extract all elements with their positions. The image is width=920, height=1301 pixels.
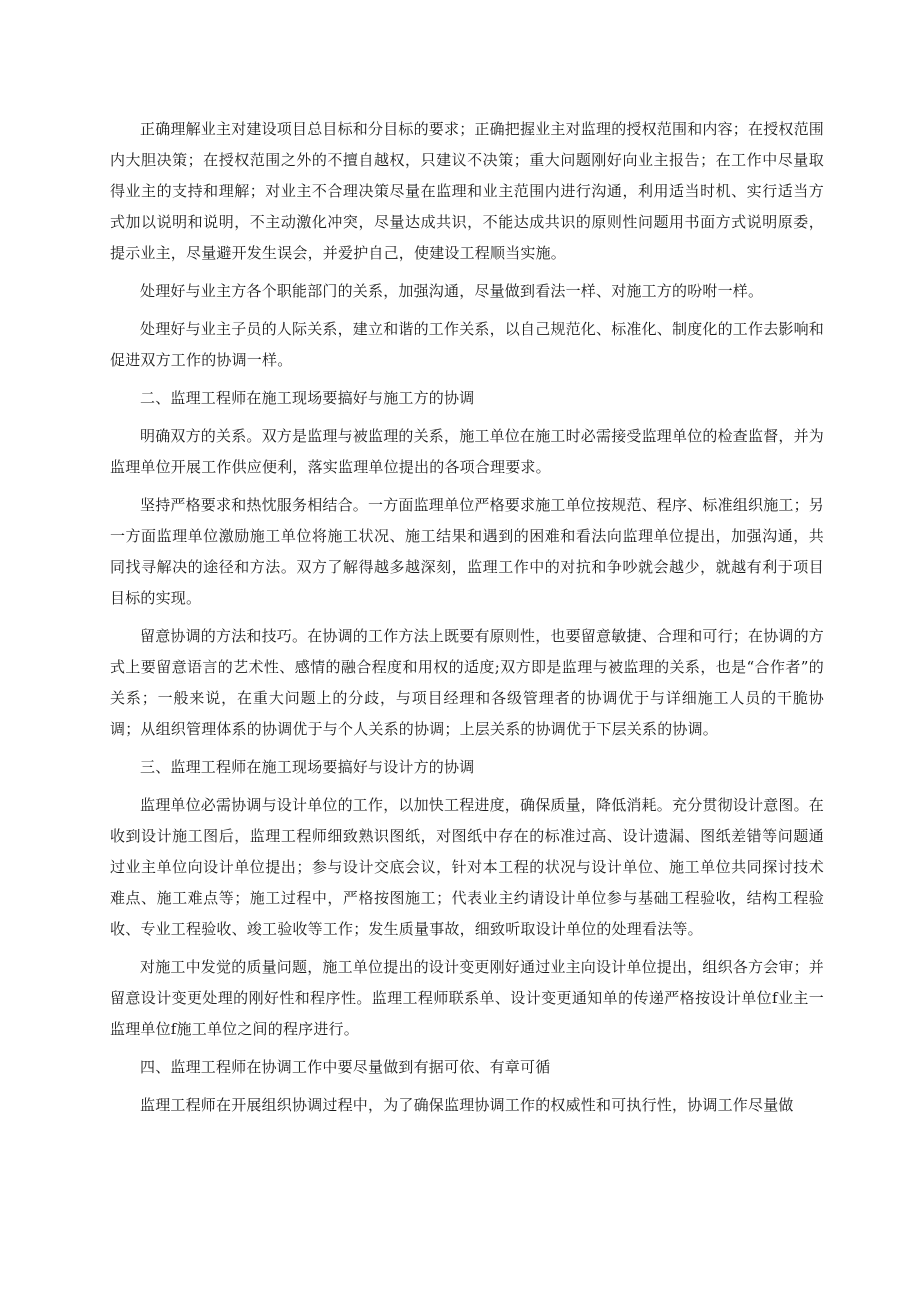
paragraph: 监理单位必需协调与设计单位的工作，以加快工程进度，确保质量，降低消耗。充分贯彻设计意图。在收到设计施工图后，监理工程师细致熟识图纸，对图纸中存在的标准过高、设计遗漏、图纸差错等问题通过业主单位向设计单位提出；参与设计交底会议，针对本工程的状况与设计单位、施工单位共同探讨技术难点、施工难点等；施工过程中，严格按图施工；代表业主约请设计单位参与基础工程验收，结构工程验收、专业工程验收、竣工验收等工作；发生质量事故，细致听取设计单位的处理看法等。 xyxy=(110,796,825,938)
section-heading: 二、监理工程师在施工现场要搞好与施工方的协调 xyxy=(140,389,475,407)
section-heading: 三、监理工程师在施工现场要搞好与设计方的协调 xyxy=(140,758,475,776)
paragraph: 明确双方的关系。双方是监理与被监理的关系，施工单位在施工时必需接受监理单位的检查监督，并为监理单位开展工作供应便利，落实监理单位提出的各项合理要求。 xyxy=(110,427,825,476)
paragraph: 处理好与业主子员的人际关系，建立和谐的工作关系，以自己规范化、标准化、制度化的工作去影响和促进双方工作的协调一样。 xyxy=(110,320,825,369)
paragraph: 坚持严格要求和热忱服务相结合。一方面监理单位严格要求施工单位按规范、程序、标准组织施工；另一方面监理单位激励施工单位将施工状况、施工结果和遇到的困难和看法向监理单位提出，加强沟通，共同找寻解决的途径和方法。双方了解得越多越深刻，监理工作中的对抗和争吵就会越少，就越有利于项目目标的实现。 xyxy=(110,496,825,607)
paragraph: 留意协调的方法和技巧。在协调的工作方法上既要有原则性，也要留意敏捷、合理和可行；在协调的方式上要留意语言的艺术性、感情的融合程度和用权的适度;双方即是监理与被监理的关系，也是“合作者”的关系；一般来说，在重大问题上的分歧，与项目经理和各级管理者的协调优于与详细施工人员的干脆协调；从组织管理体系的协调优于与个人关系的协调；上层关系的协调优于下层关系的协调。 xyxy=(110,627,825,738)
paragraph: 处理好与业主方各个职能部门的关系，加强沟通，尽量做到看法一样、对施工方的吩咐一样。 xyxy=(140,282,764,300)
paragraph: 监理工程师在开展组织协调过程中，为了确保监理协调工作的权威性和可执行性，协调工作尽量做 xyxy=(140,1096,794,1114)
section-heading: 四、监理工程师在协调工作中要尽量做到有据可依、有章可循 xyxy=(140,1058,551,1076)
paragraph: 正确理解业主对建设项目总目标和分目标的要求；正确把握业主对监理的授权范围和内容；在授权范围内大胆决策；在授权范围之外的不擅自越权，只建议不决策；重大问题刚好向业主报告；在工作中尽量取得业主的支持和理解；对业主不合理决策尽量在监理和业主范围内进行沟通，利用适当时机、实行适当方式加以说明和说明，不主动激化冲突，尽量达成共识，不能达成共识的原则性问题用书面方式说明原委，提示业主，尽量避开发生误会，并爱护自己，使建设工程顺当实施。 xyxy=(110,120,825,262)
document-body xyxy=(110,114,824,1128)
paragraph: 对施工中发觉的质量问题，施工单位提出的设计变更刚好通过业主向设计单位提出，组织各方会审；并留意设计变更处理的刚好性和程序性。监理工程师联系单、设计变更通知单的传递严格按设计单位f业主一监理单位f施工单位之间的程序进行。 xyxy=(110,958,825,1038)
